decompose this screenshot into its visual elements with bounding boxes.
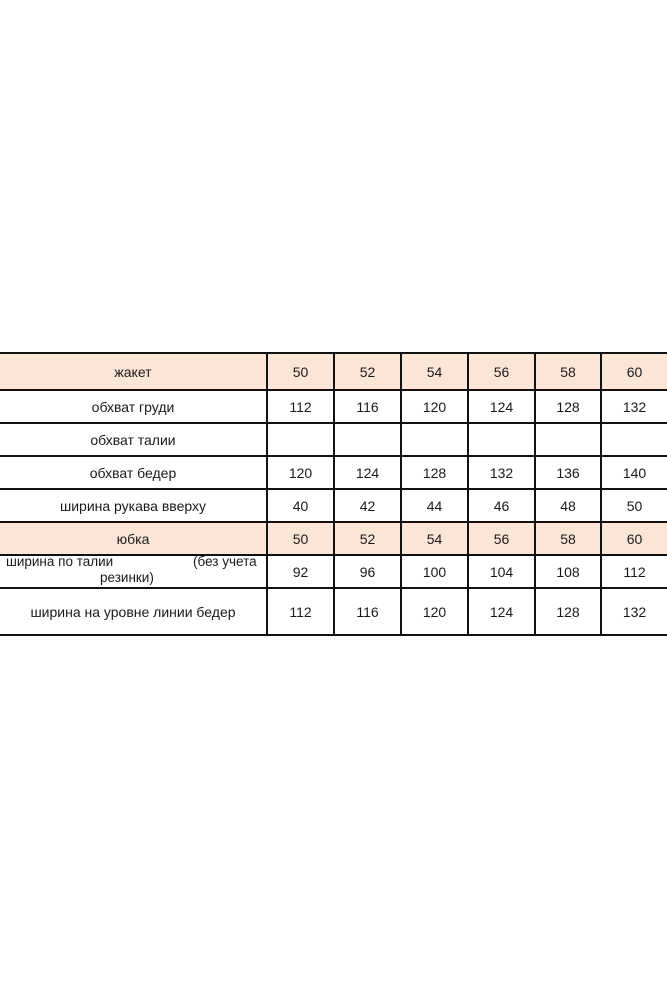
row-label: ширина на уровне линии бедер <box>0 588 267 635</box>
waist-label-part: резинки) <box>100 570 154 585</box>
row-label: обхват бедер <box>0 456 267 489</box>
value-cell <box>535 423 601 456</box>
table-row <box>0 555 667 588</box>
value-cell: 40 <box>267 489 334 522</box>
value-cell: 128 <box>535 390 601 423</box>
size-cell: 54 <box>401 522 468 555</box>
value-cell <box>468 423 535 456</box>
value-cell <box>401 423 468 456</box>
value-cell: 112 <box>267 390 334 423</box>
size-cell: 52 <box>334 353 401 390</box>
value-cell: 100 <box>401 555 468 588</box>
value-cell: 108 <box>535 555 601 588</box>
row-label: обхват талии <box>0 423 267 456</box>
value-cell: 120 <box>401 588 468 635</box>
value-cell: 104 <box>468 555 535 588</box>
row-label: ширина рукава вверху <box>0 489 267 522</box>
value-cell: 96 <box>334 555 401 588</box>
value-cell: 92 <box>267 555 334 588</box>
value-cell: 42 <box>334 489 401 522</box>
size-chart-table <box>0 352 667 636</box>
value-cell: 124 <box>334 456 401 489</box>
value-cell: 136 <box>535 456 601 489</box>
waist-label-part: (без учета <box>193 555 257 569</box>
value-cell: 50 <box>601 489 667 522</box>
value-cell: 132 <box>601 588 667 635</box>
size-cell: 50 <box>267 353 334 390</box>
size-cell: 58 <box>535 522 601 555</box>
value-cell: 132 <box>601 390 667 423</box>
value-cell: 116 <box>334 588 401 635</box>
value-cell: 120 <box>401 390 468 423</box>
table-row <box>0 588 667 635</box>
value-cell: 112 <box>267 588 334 635</box>
row-label <box>0 555 267 588</box>
value-cell: 46 <box>468 489 535 522</box>
size-cell: 60 <box>601 522 667 555</box>
value-cell: 128 <box>535 588 601 635</box>
size-cell: 50 <box>267 522 334 555</box>
size-cell: 52 <box>334 522 401 555</box>
value-cell: 48 <box>535 489 601 522</box>
value-cell: 124 <box>468 588 535 635</box>
waist-label-wrapper <box>0 556 266 587</box>
jacket-header-row <box>0 353 667 390</box>
size-cell: 56 <box>468 353 535 390</box>
size-cell: 54 <box>401 353 468 390</box>
value-cell: 128 <box>401 456 468 489</box>
value-cell: 44 <box>401 489 468 522</box>
table-row <box>0 423 667 456</box>
size-cell: 58 <box>535 353 601 390</box>
value-cell <box>267 423 334 456</box>
value-cell: 124 <box>468 390 535 423</box>
value-cell <box>334 423 401 456</box>
size-cell: 56 <box>468 522 535 555</box>
table-row <box>0 456 667 489</box>
row-label: обхват груди <box>0 390 267 423</box>
skirt-title: юбка <box>0 522 267 555</box>
value-cell: 116 <box>334 390 401 423</box>
value-cell: 132 <box>468 456 535 489</box>
table-row <box>0 489 667 522</box>
waist-label-part: ширина по талии <box>6 555 114 569</box>
value-cell: 120 <box>267 456 334 489</box>
value-cell <box>601 423 667 456</box>
value-cell: 112 <box>601 555 667 588</box>
skirt-header-row <box>0 522 667 555</box>
size-cell: 60 <box>601 353 667 390</box>
table-row <box>0 390 667 423</box>
jacket-title: жакет <box>0 353 267 390</box>
value-cell: 140 <box>601 456 667 489</box>
